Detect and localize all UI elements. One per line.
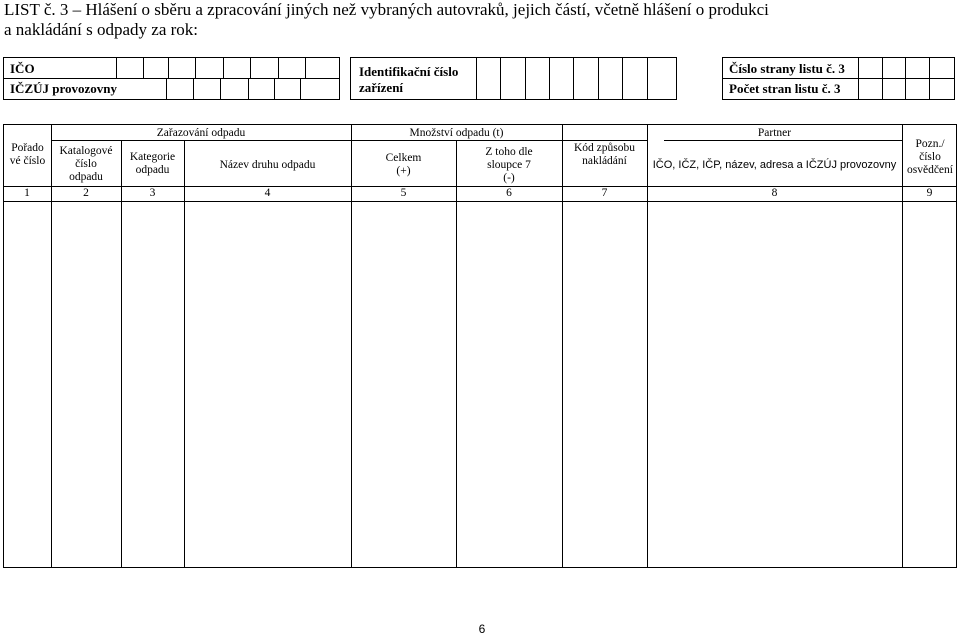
col-kategorie: Kategorie odpadu bbox=[129, 151, 176, 176]
number-row-bottom-line bbox=[4, 201, 956, 202]
page-number-label: Číslo strany listu č. 3 bbox=[729, 61, 845, 76]
page-number: 6 bbox=[478, 622, 486, 636]
page-number-cells[interactable] bbox=[858, 58, 954, 78]
page-info-box bbox=[722, 57, 955, 100]
col-number-6: 6 bbox=[506, 187, 512, 199]
col-z-toho: Z toho dle sloupce 7 (-) bbox=[485, 146, 533, 184]
iczuj-label: IČZÚJ provozovny bbox=[10, 81, 118, 96]
page-count-cells[interactable] bbox=[858, 79, 954, 99]
form-title-line2: a nakládání s odpady za rok: bbox=[4, 20, 199, 39]
form-title-line1: LIST č. 3 – Hlášení o sběru a zpracování jiných než vybraných autovraků, jejich částí, včetně hlášení o produkci bbox=[4, 0, 769, 19]
col-number-8: 8 bbox=[771, 187, 778, 199]
col-katalogove-cislo: Katalogové číslo odpadu bbox=[59, 145, 113, 183]
ico-label: IČO bbox=[10, 61, 35, 76]
zarizeni-box bbox=[350, 57, 677, 100]
col-number-3: 3 bbox=[149, 187, 156, 199]
header-partner: Partner bbox=[757, 127, 792, 139]
header-group-line bbox=[51, 140, 647, 141]
col-nazev: Název druhu odpadu bbox=[219, 159, 316, 171]
col-number-7: 7 bbox=[601, 187, 608, 199]
iczuj-cells[interactable] bbox=[166, 79, 339, 99]
form-title bbox=[4, 0, 954, 40]
header-zarazovani: Zařazování odpadu bbox=[156, 127, 246, 139]
page-count-label: Počet stran listu č. 3 bbox=[729, 81, 841, 96]
col-number-1: 1 bbox=[24, 187, 30, 199]
zarizeni-cells[interactable] bbox=[476, 58, 676, 99]
col-partner-detail: IČO, IČZ, IČP, název, adresa a IČZÚJ provozovny bbox=[652, 159, 897, 171]
zarizeni-label-2: zařízení bbox=[359, 80, 404, 95]
col-poznamka: Pozn./ číslo osvědčení bbox=[907, 138, 953, 176]
col-kod-zpusobu: Kód způsobu nakládání bbox=[573, 142, 635, 167]
ico-iczuj-box bbox=[3, 57, 340, 100]
col-number-5: 5 bbox=[400, 187, 407, 199]
col-number-4: 4 bbox=[264, 187, 271, 199]
col-poradi: Pořado vé číslo bbox=[9, 142, 46, 167]
col-number-2: 2 bbox=[83, 187, 89, 199]
zarizeni-label-1: Identifikační číslo bbox=[359, 64, 459, 79]
col-number-9: 9 bbox=[926, 187, 933, 199]
header-mnozstvi: Množství odpadu (t) bbox=[409, 127, 504, 139]
col-celkem: Celkem (+) bbox=[385, 152, 422, 177]
ico-cells[interactable] bbox=[116, 58, 339, 78]
